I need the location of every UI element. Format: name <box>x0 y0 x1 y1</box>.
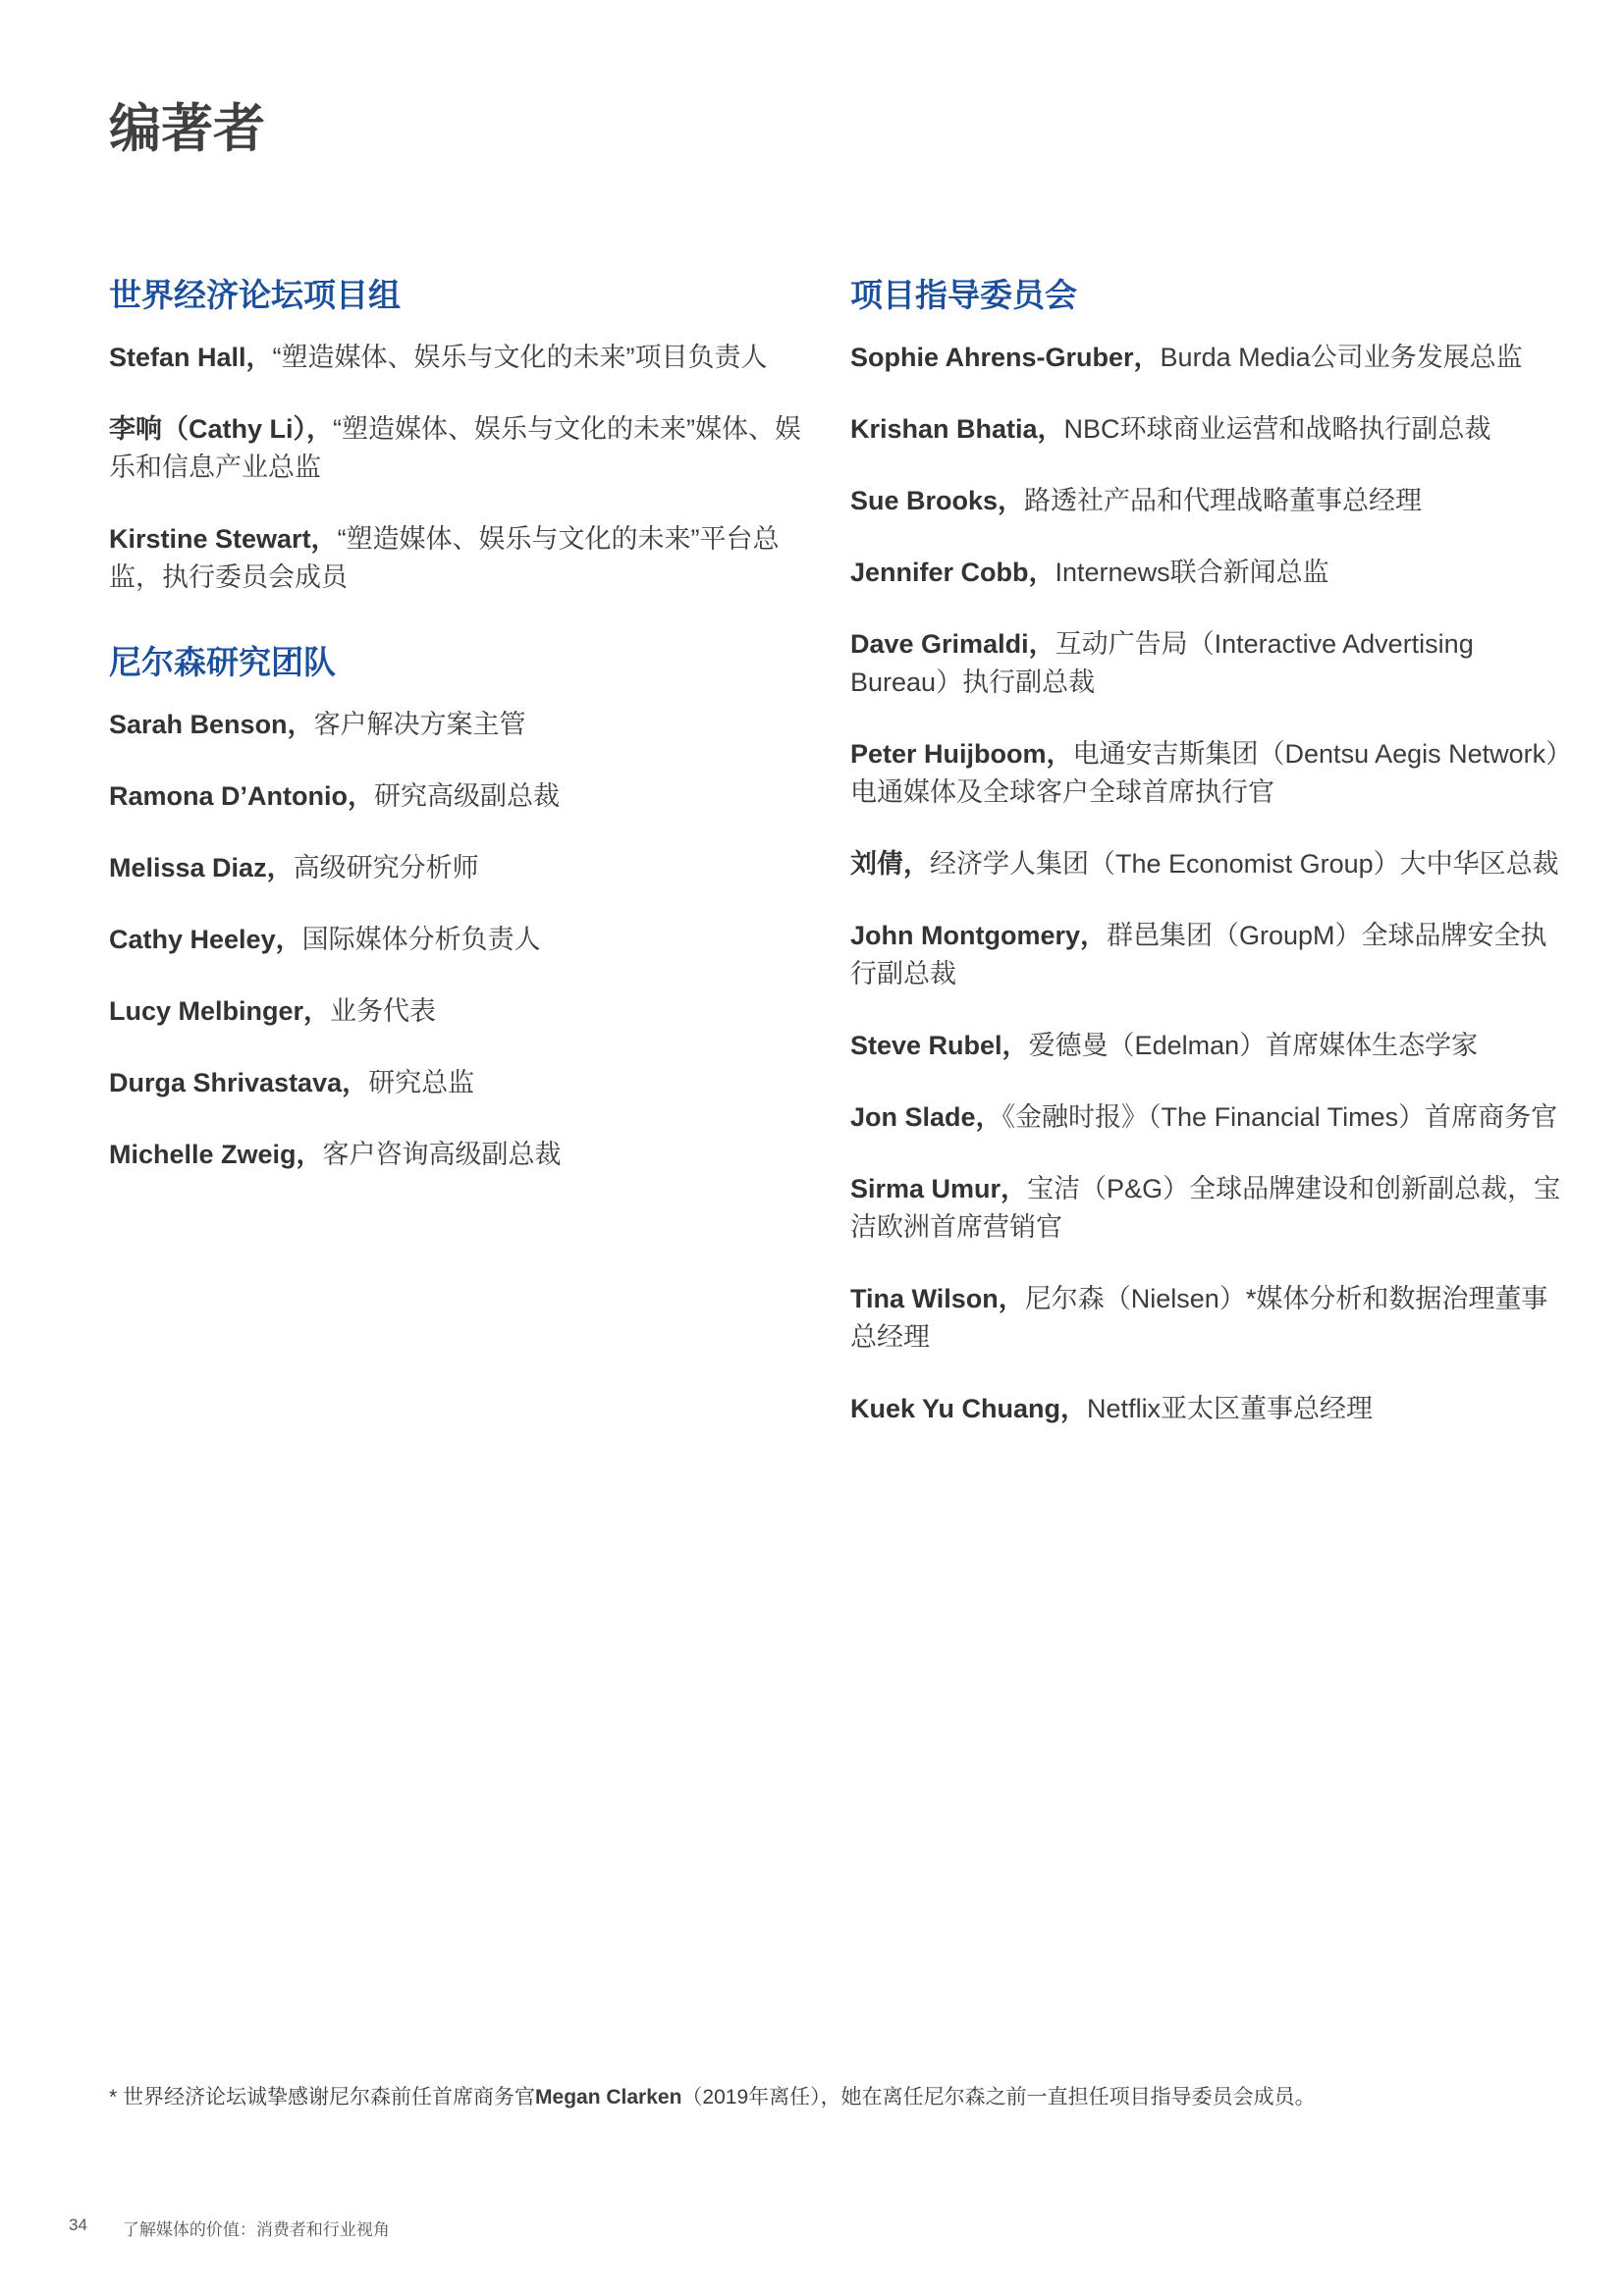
committee-member-name: John Montgomery， <box>850 920 1107 950</box>
committee-entry <box>850 845 1562 883</box>
contributor-role: 国际媒体分析负责人 <box>301 924 541 954</box>
contributor-role: “塑造媒体、娱乐与文化的未来”平台总监，执行委员会成员 <box>109 523 780 592</box>
contributor-entry <box>109 992 801 1031</box>
contributor-name: Kirstine Stewart， <box>109 523 338 554</box>
section-heading-steering-committee: 项目指导委员会 <box>850 277 1077 313</box>
committee-entry <box>850 1280 1562 1357</box>
committee-member-name: Steve Rubel， <box>850 1030 1029 1060</box>
committee-member-role: 爱德曼（Edelman）首席媒体生态学家 <box>1028 1030 1479 1060</box>
committee-member-role: 尼尔森（Nielsen）*媒体分析和数据治理董事总经理 <box>850 1283 1548 1352</box>
committee-member-role: Internews联合新闻总监 <box>1055 557 1329 587</box>
contributor-entry <box>109 849 801 887</box>
contributor-name: 李响（Cathy Li）， <box>109 413 334 444</box>
committee-member-role: NBC环球商业运营和战略执行副总裁 <box>1063 413 1491 444</box>
contributor-entry <box>109 410 801 487</box>
contributor-name: Melissa Diaz， <box>109 852 294 882</box>
committee-member-name: Jennifer Cobb， <box>850 557 1056 587</box>
committee-member-role: 《金融时报》（The Financial Times）首席商务官 <box>1001 1101 1558 1132</box>
committee-member-role: 路透社产品和代理战略董事总经理 <box>1024 485 1423 515</box>
footnote <box>109 2083 1543 2112</box>
contributor-name: Ramona D’Antonio， <box>109 780 374 811</box>
report-title: 了解媒体的价值：消费者和行业视角 <box>122 2220 390 2239</box>
page-number: 34 <box>69 2216 87 2234</box>
section-heading-wef-project-team: 世界经济论坛项目组 <box>109 277 401 313</box>
committee-member-name: Kuek Yu Chuang， <box>850 1393 1088 1423</box>
committee-entry <box>850 339 1562 377</box>
committee-member-role: 经济学人集团（The Economist Group）大中华区总裁 <box>930 848 1559 879</box>
contributor-entry <box>109 777 801 816</box>
contributor-entry <box>109 706 801 744</box>
committee-entry <box>850 1390 1562 1428</box>
section-heading-nielsen-research-team: 尼尔森研究团队 <box>109 643 336 680</box>
committee-entry <box>850 735 1562 812</box>
footnote-prefix: * 世界经济论坛诚挚感谢尼尔森前任首席商务官 <box>109 2086 536 2109</box>
committee-entry <box>850 482 1562 520</box>
left-column <box>109 275 801 1207</box>
committee-member-name: Jon Slade， <box>850 1101 1002 1132</box>
committee-member-name: Dave Grimaldi， <box>850 628 1056 659</box>
contributor-role: 高级研究分析师 <box>293 852 479 882</box>
contributor-name: Cathy Heeley， <box>109 924 302 954</box>
contributor-role: 客户咨询高级副总裁 <box>322 1139 562 1169</box>
committee-member-name: Tina Wilson， <box>850 1283 1025 1313</box>
committee-member-name: Krishan Bhatia， <box>850 413 1064 444</box>
committee-member-role: 互动广告局（Interactive Advertising Bureau）执行副总裁 <box>850 628 1474 697</box>
committee-member-name: Sue Brooks， <box>850 485 1025 515</box>
committee-entry <box>850 1027 1562 1065</box>
footnote-name: Megan Clarken <box>535 2086 682 2109</box>
committee-member-name: Sophie Ahrens-Gruber， <box>850 342 1161 372</box>
contributor-entry <box>109 921 801 959</box>
committee-entry <box>850 625 1562 702</box>
contributor-entry <box>109 520 801 597</box>
contributor-role: 客户解决方案主管 <box>313 709 526 739</box>
contributor-name: Stefan Hall， <box>109 342 273 372</box>
contributor-role: 研究高级副总裁 <box>374 780 560 811</box>
committee-member-name: Peter Huijboom， <box>850 738 1073 769</box>
committee-member-role: 群邑集团（GroupM）全球品牌安全执行副总裁 <box>850 920 1547 988</box>
footnote-suffix: （2019年离任），她在离任尼尔森之前一直担任项目指导委员会成员。 <box>681 2086 1316 2109</box>
committee-member-role: Burda Media公司业务发展总监 <box>1160 342 1523 372</box>
committee-member-role: 电通安吉斯集团（Dentsu Aegis Network）电通媒体及全球客户全球首席执行官 <box>850 738 1559 807</box>
contributor-entry <box>109 1136 801 1174</box>
committee-member-role: 宝洁（P&G）全球品牌建设和创新副总裁，宝洁欧洲首席营销官 <box>850 1173 1561 1242</box>
page-title: 编著者 <box>109 100 265 158</box>
committee-entry <box>850 554 1562 592</box>
contributor-role: “塑造媒体、娱乐与文化的未来”媒体、娱乐和信息产业总监 <box>109 413 801 482</box>
committee-member-role: Netflix亚太区董事总经理 <box>1087 1393 1374 1423</box>
committee-entry <box>850 1098 1562 1137</box>
contributor-role: 业务代表 <box>330 995 437 1026</box>
contributor-entry <box>109 339 801 377</box>
contributor-role: “塑造媒体、娱乐与文化的未来”项目负责人 <box>272 342 768 372</box>
contributor-entry <box>109 1064 801 1102</box>
contributor-name: Sarah Benson， <box>109 709 314 739</box>
committee-entry <box>850 917 1562 993</box>
contributor-name: Lucy Melbinger， <box>109 995 331 1026</box>
committee-entry <box>850 410 1562 449</box>
committee-member-name: Sirma Umur， <box>850 1173 1028 1203</box>
committee-member-name: 刘倩， <box>850 848 930 879</box>
page-footer <box>69 2216 390 2240</box>
contributor-name: Michelle Zweig， <box>109 1139 323 1169</box>
committee-entry <box>850 1170 1562 1247</box>
right-column <box>850 275 1562 1462</box>
contributor-role: 研究总监 <box>368 1067 475 1097</box>
contributor-name: Durga Shrivastava， <box>109 1067 369 1097</box>
